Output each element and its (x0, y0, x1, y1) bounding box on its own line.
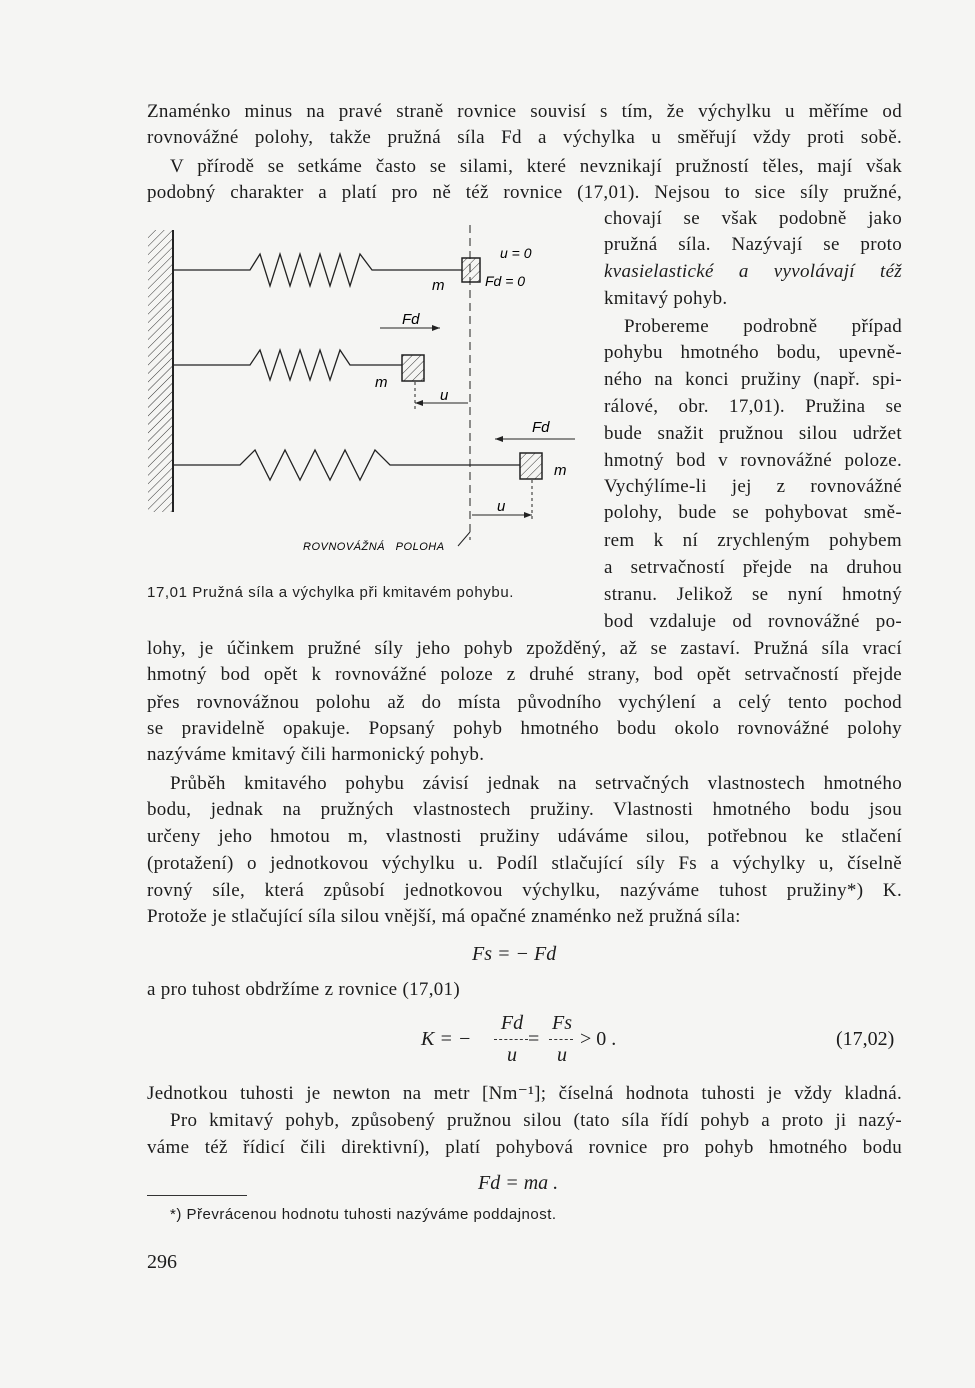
label-m3: m (554, 462, 567, 479)
eq2-equals: = (528, 1028, 540, 1050)
text-line: podobný charakter a platí pro ně též rovnice (17,01). Nejsou to sice síly pružné, (147, 182, 902, 203)
text-line: Protože je stlačující síla silou vnější, má opačné znaménko než pružná síla: (147, 906, 741, 927)
text-line: Vychýlíme-li jej z rovnovážné (604, 476, 902, 497)
text-line: bodu, jednak na pružných vlastnostech pružiny. Vlastnosti hmotného bodu jsou (147, 799, 902, 820)
text-line: a setrvačností přejde na druhou (604, 557, 902, 578)
wall-hatching (148, 230, 173, 512)
text-line: Jednotkou tuhosti je newton na metr [Nm⁻¹]; číselná hodnota tuhosti je vždy kladná. (147, 1083, 902, 1104)
text-line: hmotný bod opět k rovnovážné poloze z druhé strany, bod opět setrvačností přejde (147, 664, 902, 685)
text-line: stranu. Jelikož se nyní hmotný (604, 584, 902, 605)
text-line: kmitavý pohyb. (604, 288, 728, 309)
label-fd2: Fd (402, 311, 420, 328)
eq2-lhs: K = − (421, 1028, 472, 1050)
text-line: bod vzdaluje od rovnovážné po- (604, 611, 902, 632)
text-line: lohy, je účinkem pružné síly jeho pohyb zpožděný, až se zastaví. Pružná síla vrací (147, 638, 902, 659)
text-line: se pravidelně opakuje. Popsaný pohyb hmotného bodu okolo rovnovážné polohy (147, 718, 902, 739)
page-number: 296 (147, 1251, 177, 1273)
label-u0: u = 0 (500, 245, 532, 261)
mass-3 (520, 453, 542, 479)
text-line: Probereme podrobně případ (624, 316, 902, 337)
equation-1: Fs = − Fd (472, 943, 557, 965)
spring-figure (140, 220, 600, 570)
label-fd3: Fd (532, 419, 550, 436)
text-line: přes rovnovážnou polohu až do místa původního vychýlení a celý tento pochod (147, 692, 902, 713)
text-line: V přírodě se setkáme často se silami, které nevznikají pružností těles, mají však (170, 156, 902, 177)
text-line: Znaménko minus na pravé straně rovnice souvisí s tím, že výchylku u měříme od (147, 101, 902, 122)
text-line: bude snažit pružnou silou udržet (604, 423, 902, 444)
text-line: chovají se však podobně jako (604, 208, 902, 229)
equation-3: Fd = ma . (478, 1172, 559, 1194)
footnote: *) Převrácenou hodnotu tuhosti nazýváme poddajnost. (170, 1206, 557, 1223)
text-line: hmotný bod v rovnovážné poloze. (604, 450, 902, 471)
text-line: pohybu hmotného bodu, upevně- (604, 342, 902, 363)
text-line: rovný síle, která způsobí jednotkovou výchylku, nazýváme tuhost pružiny*) K. (147, 880, 902, 901)
eq2-den2: u (557, 1044, 567, 1066)
label-fd0: Fd = 0 (485, 273, 526, 289)
label-u2: u (440, 387, 449, 404)
label-equilibrium: ROVNOVÁŽNÁ POLOHA (303, 541, 445, 553)
label-m1: m (432, 277, 445, 294)
text-line: váme též řídicí čili direktivní), platí pohybová rovnice pro pohyb hmotného bodu (147, 1137, 902, 1158)
eq2-den1: u (507, 1044, 517, 1066)
text-line: a pro tuhost obdržíme z rovnice (17,01) (147, 979, 460, 1000)
figure-caption: 17,01 Pružná síla a výchylka při kmitavém pohybu. (147, 584, 515, 601)
text-line: rovnovážné polohy, takže pružná síla Fd a výchylka u směřují vždy proti sobě. (147, 127, 902, 148)
eq2-rhs: > 0 . (580, 1028, 617, 1050)
text-line: nazýváme kmitavý čili harmonický pohyb. (147, 744, 485, 765)
text-line: určeny jeho hmotou m, vlastnosti pružiny udáváme silou, potřebnou ke stlačení (147, 826, 902, 847)
mass-2 (402, 355, 424, 381)
text-line: kvasielastické a vyvolávají též (604, 261, 902, 282)
equation-number: (17,02) (836, 1028, 895, 1050)
footnote-rule (147, 1195, 247, 1196)
text-line: (protažení) o jednotkovou výchylku u. Podíl stlačující síly Fs a výchylky u, číselně (147, 853, 902, 874)
mass-1 (462, 258, 480, 282)
label-u3: u (497, 498, 506, 515)
spring-1 (173, 254, 462, 286)
text-line: Pro kmitavý pohyb, způsobený pružnou silou (tato síla řídí pohyb a proto ji nazý- (170, 1110, 902, 1131)
eq2-num1: Fd (500, 1012, 524, 1034)
spring-3 (173, 450, 520, 480)
text-line: ného na konci pružiny (např. spi- (604, 369, 902, 390)
spring-2 (173, 350, 402, 380)
text-line: Průběh kmitavého pohybu závisí jednak na setrvačných vlastnostech hmotného (170, 773, 902, 794)
text-line: rem k ní zrychleným pohybem (604, 530, 902, 551)
text-line: polohy, bude se pohybovat smě- (604, 502, 902, 523)
text-line: pružná síla. Nazývají se proto (604, 234, 902, 255)
eq2-num2: Fs (552, 1012, 572, 1034)
text-line: rálové, obr. 17,01). Pružina se (604, 396, 902, 417)
label-m2: m (375, 374, 388, 391)
